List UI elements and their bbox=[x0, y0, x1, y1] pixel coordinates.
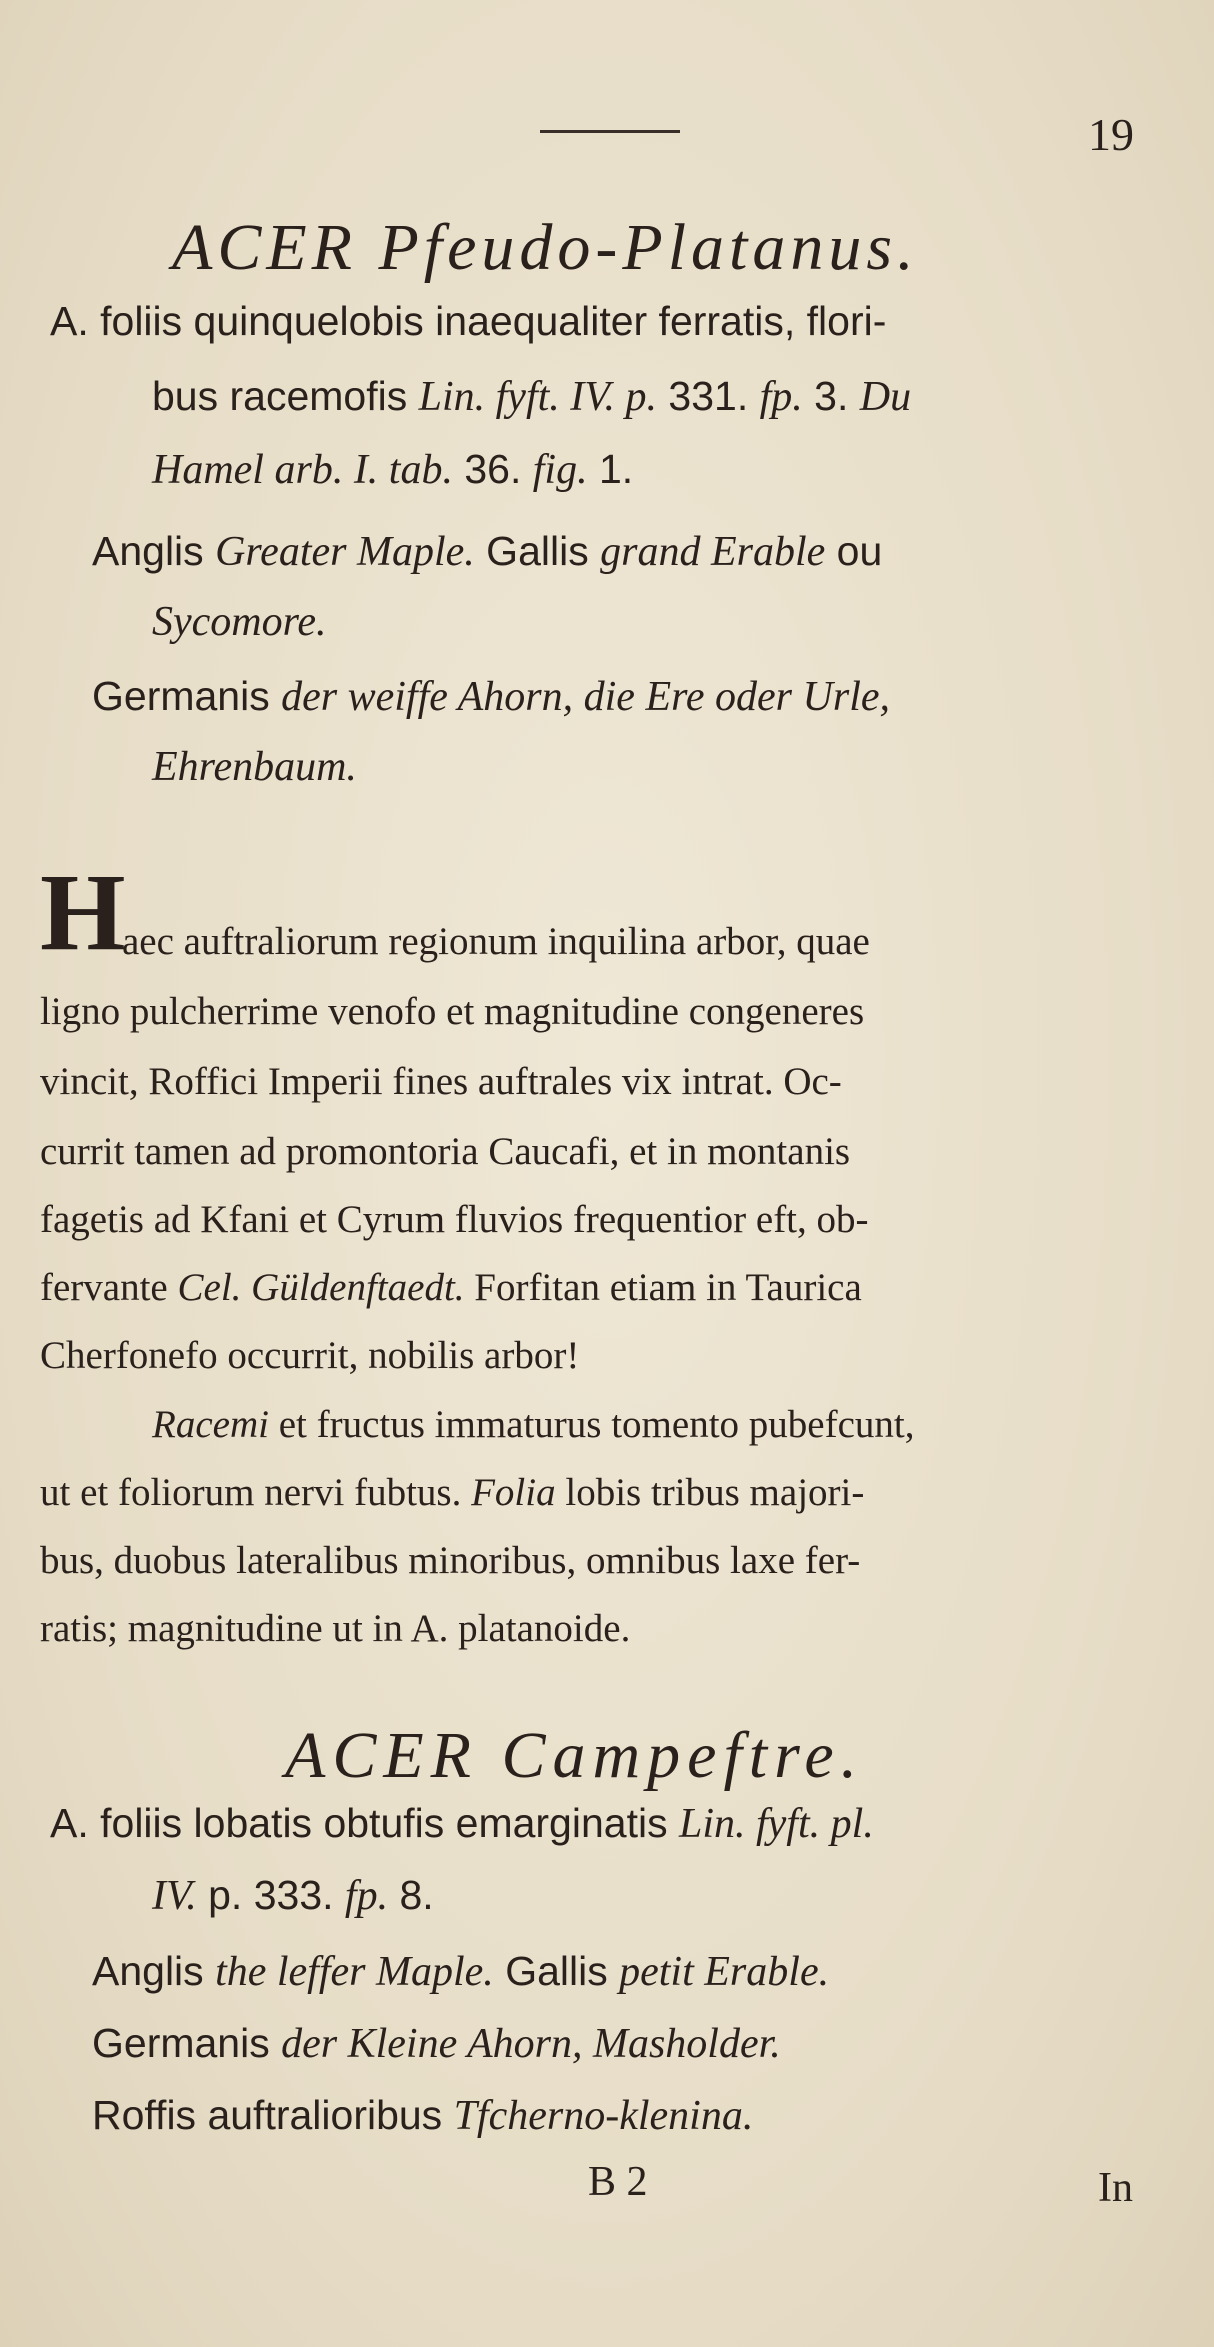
body-line: bus, duobus lateralibus minoribus, omnibus laxe fer- bbox=[40, 1539, 861, 1582]
body-line: Racemi et fructus immaturus tomento pubefcunt, bbox=[152, 1403, 915, 1446]
entry1-line: Anglis Greater Maple. Gallis grand Erable ou bbox=[92, 528, 883, 575]
entry2-line: Roffis auftralioribus Tfcherno-klenina. bbox=[92, 2092, 754, 2139]
body-line: currit tamen ad promontoria Caucafi, et in montanis bbox=[40, 1130, 851, 1173]
entry1-line: Ehrenbaum. bbox=[152, 744, 357, 790]
body-line: ligno pulcherrime venofo et magnitudine congeneres bbox=[40, 990, 865, 1033]
body-line: fagetis ad Kfani et Cyrum fluvios frequentior eft, ob- bbox=[40, 1198, 869, 1241]
entry1-line: A. foliis quinquelobis inaequaliter ferratis, flori- bbox=[50, 298, 887, 344]
entry2-line: Germanis der Kleine Ahorn, Masholder. bbox=[92, 2020, 781, 2067]
body-line: vincit, Roffici Imperii fines auftrales vix intrat. Oc- bbox=[40, 1060, 842, 1103]
catchword: In bbox=[1098, 2165, 1133, 2211]
entry1-line: Germanis der weiffe Ahorn, die Ere oder Urle, bbox=[92, 673, 891, 720]
entry2-line: A. foliis lobatis obtufis emarginatis Lin. fyft. pl. bbox=[50, 1800, 874, 1847]
body-line: ratis; magnitudine ut in A. platanoide. bbox=[40, 1607, 631, 1650]
body-line: ut et foliorum nervi fubtus. Folia lobis tribus majori- bbox=[40, 1471, 865, 1514]
entry-title-acer-pseudo-platanus: ACER Pfeudo-Platanus. bbox=[172, 211, 919, 284]
entry2-line: Anglis the leffer Maple. Gallis petit Erable. bbox=[92, 1948, 830, 1995]
entry1-line: bus racemofis Lin. fyft. IV. p. 331. fp. 3. Du bbox=[152, 373, 912, 420]
entry-title-acer-campestre: ACER Campeftre. bbox=[285, 1719, 865, 1792]
drop-cap: H bbox=[40, 851, 126, 973]
body-line: aec auftraliorum regionum inquilina arbor, quae bbox=[122, 920, 870, 963]
entry1-line: Hamel arb. I. tab. 36. fig. 1. bbox=[152, 446, 634, 493]
signature-mark: B 2 bbox=[588, 2159, 648, 2205]
entry1-line: Sycomore. bbox=[152, 599, 327, 645]
body-line: Cherfonefo occurrit, nobilis arbor! bbox=[40, 1334, 580, 1377]
page-number: 19 bbox=[1088, 109, 1134, 160]
entry2-line: IV. p. 333. fp. 8. bbox=[152, 1872, 434, 1919]
header-rule bbox=[540, 130, 680, 133]
body-line: fervante Cel. Güldenftaedt. Forfitan etiam in Taurica bbox=[40, 1266, 862, 1309]
